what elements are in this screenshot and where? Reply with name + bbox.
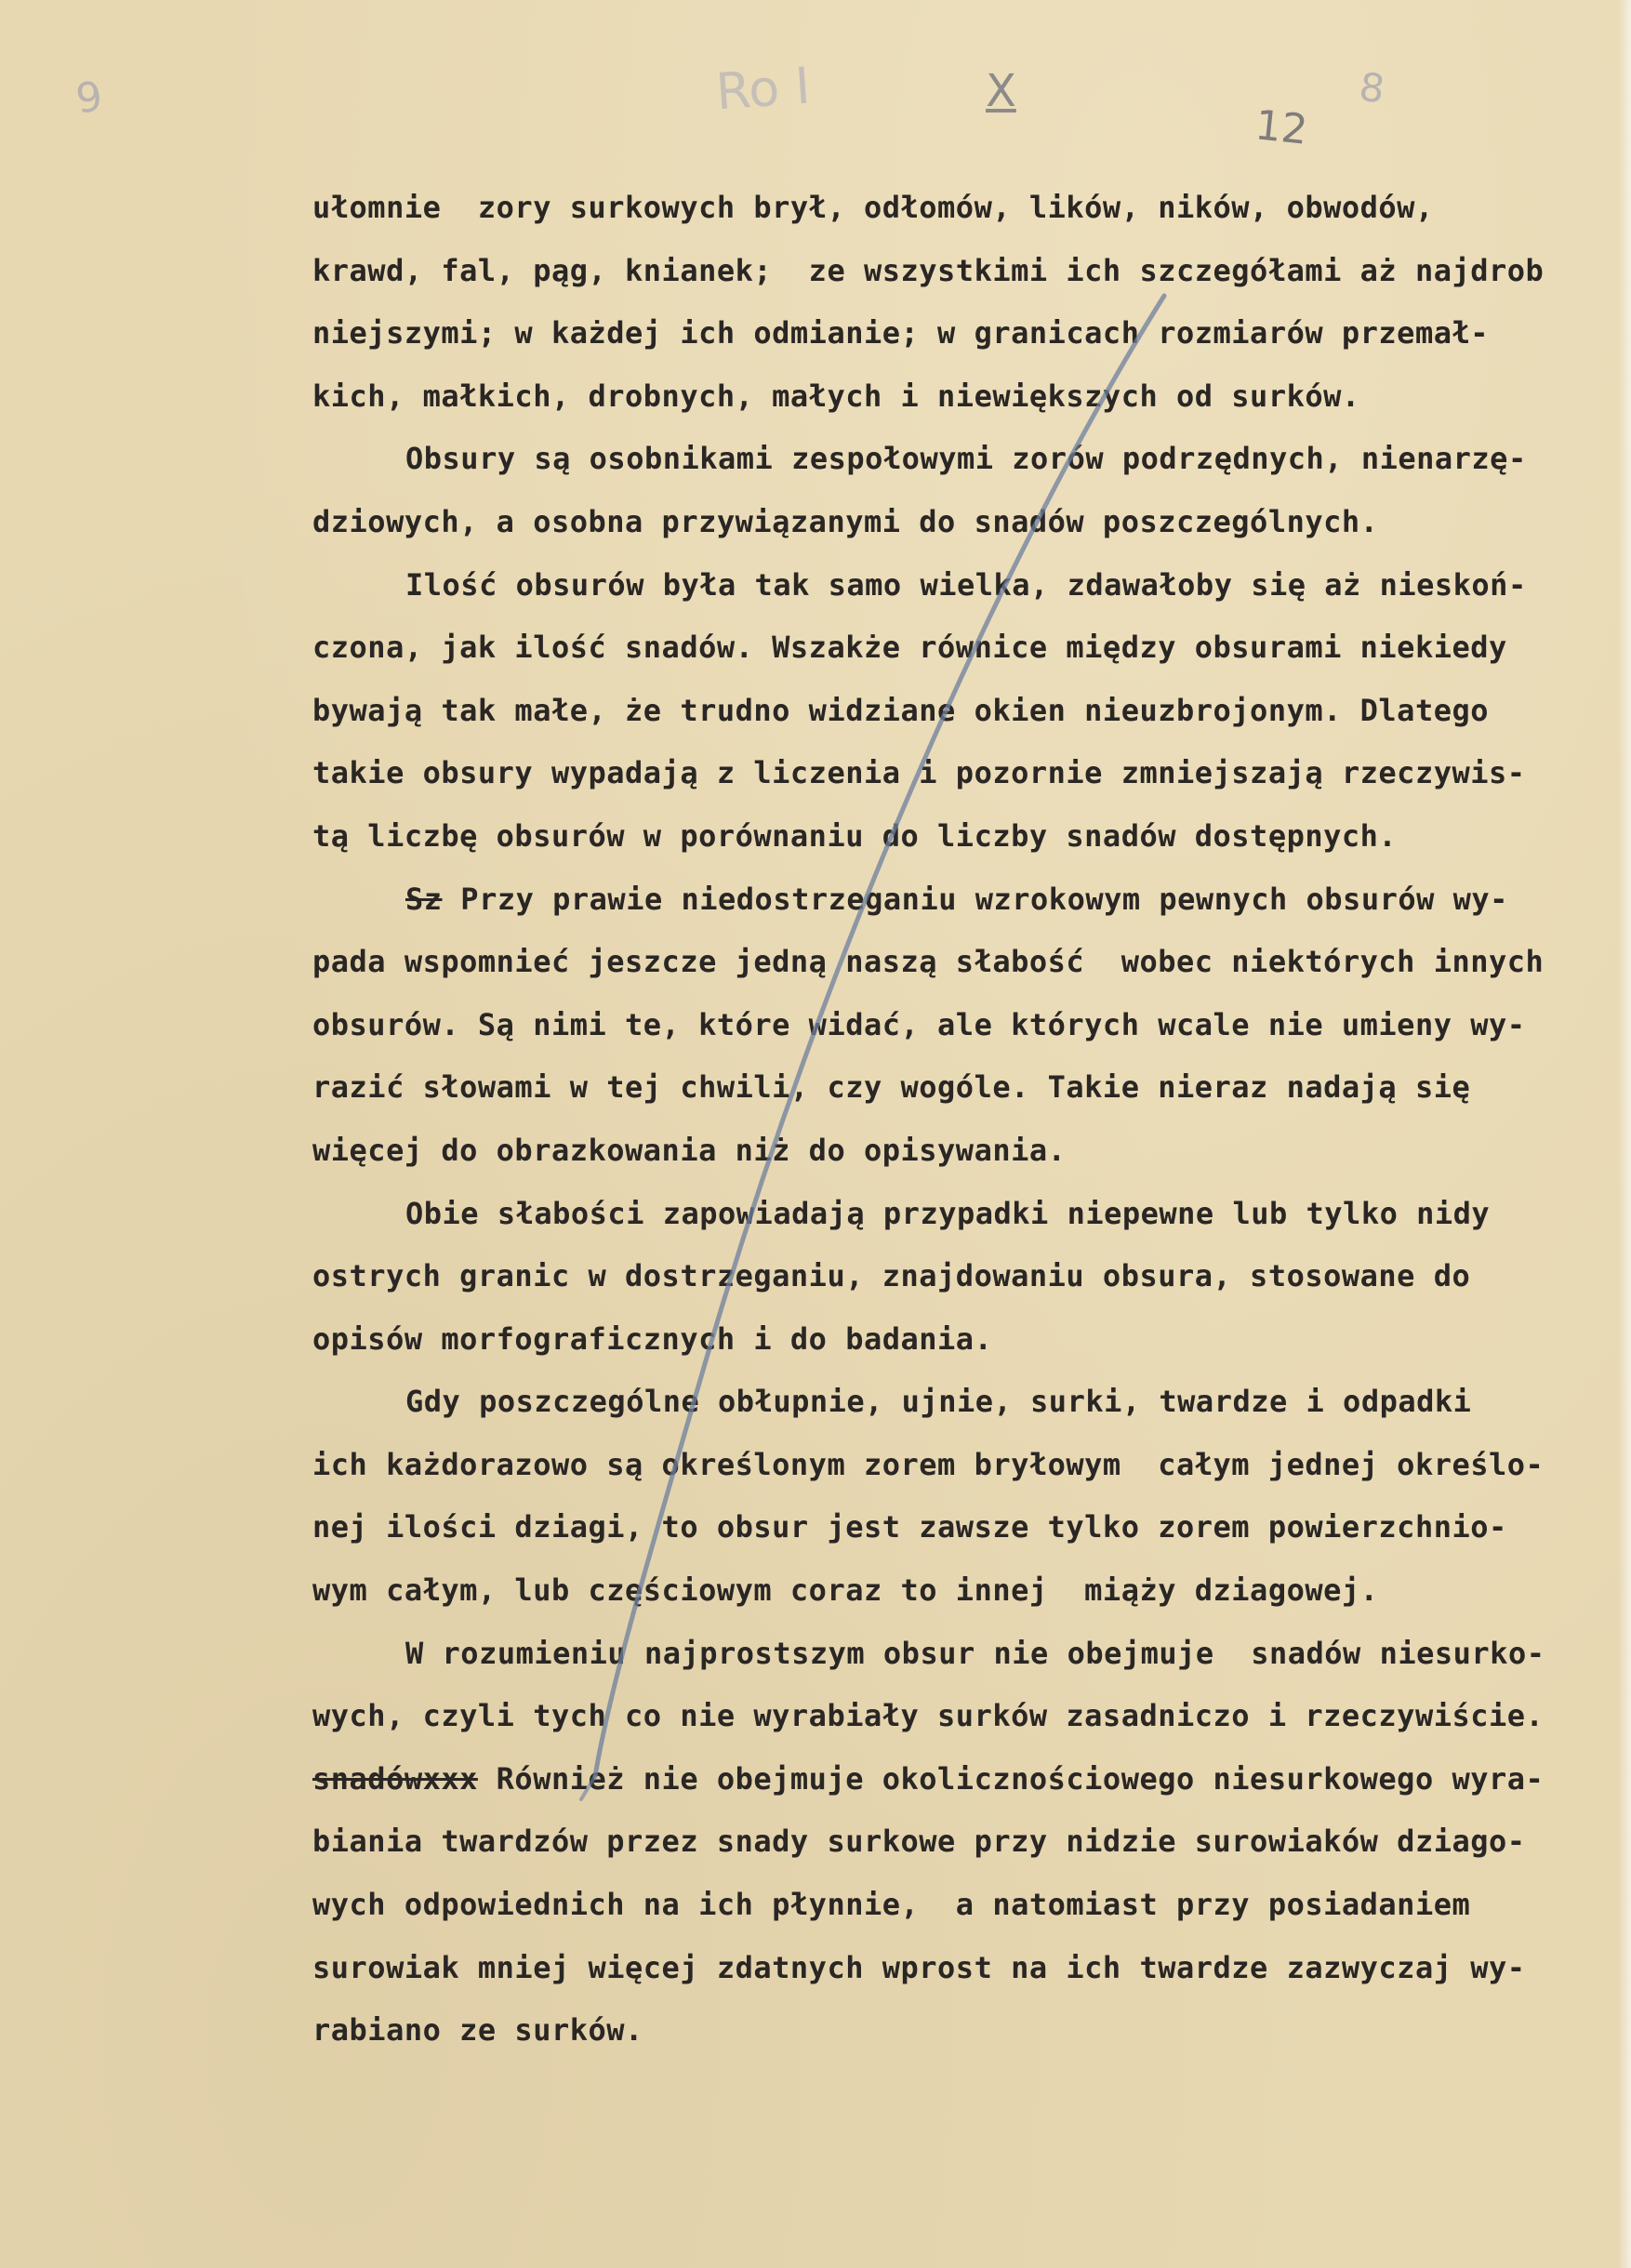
text-line: ostrych granic w dostrzeganiu, znajdowaniu obsura, stosowane do [312, 1258, 1471, 1294]
text-line: W rozumieniu najprostszym obsur nie obejmuje snadów niesurko- [405, 1635, 1545, 1671]
text-line-content: Przy prawie niedostrzeganiu wzrokowym pewnych obsurów wy- [460, 881, 1508, 917]
text-line: Gdy poszczególne obłupnie, ujnie, surki, twardze i odpadki [405, 1384, 1472, 1420]
text-line: biania twardzów przez snady surkowe przy nidzie surowiaków dziago- [312, 1824, 1526, 1860]
text-line: bywają tak małe, że trudno widziane okien nieuzbrojonym. Dlatego [312, 692, 1489, 728]
margin-note-left: 9 [73, 73, 106, 124]
text-line: więcej do obrazkowania niż do opisywania. [312, 1132, 1067, 1168]
text-line: dziowych, a osobna przywiązanymi do snadów poszczególnych. [312, 503, 1379, 539]
margin-note-corner: 8 [1356, 63, 1388, 113]
text-line: takie obsury wypadają z liczenia i pozornie zmniejszają rzeczywis- [312, 755, 1526, 791]
page-number: 12 [1253, 101, 1310, 154]
text-line: razić słowami w tej chwili, czy wogóle. Takie nieraz nadają się [312, 1069, 1471, 1106]
text-line: obsurów. Są nimi te, które widać, ale których wcale nie umieny wy- [312, 1006, 1526, 1042]
text-line: Ilość obsurów była tak samo wielka, zdawałoby się aż nieskoń- [405, 566, 1527, 603]
margin-note-roman: X [986, 65, 1016, 117]
text-line: rabiano ze surków. [312, 2012, 643, 2049]
text-line: ich każdorazowo są określonym zorem bryłowym całym jednej określo- [312, 1446, 1545, 1482]
text-line-content: Również nie obejmuje okolicznościowego niesurkowego wyra- [496, 1760, 1545, 1797]
text-line: Obsury są osobnikami zespołowymi zorów podrzędnych, nienarzę- [405, 441, 1527, 477]
text-line: wych, czyli tych co nie wyrabiały surków zasadniczo i rzeczywiście. [312, 1698, 1545, 1734]
text-line: kich, małkich, drobnych, małych i niewiększych od surków. [312, 378, 1360, 414]
text-line: tą liczbę obsurów w porównaniu do liczby snadów dostępnych. [312, 817, 1398, 854]
text-line: krawd, fal, pąg, knianek; ze wszystkimi ich szczegółami aż najdrob [312, 252, 1545, 288]
struck-text: Sz [405, 881, 443, 917]
text-line: czona, jak ilość snadów. Wszakże równice między obsurami niekiedy [312, 630, 1507, 666]
text-line: pada wspomnieć jeszcze jedną naszą słabość wobec niektórych innych [312, 944, 1545, 980]
text-line: wym całym, lub częściowym coraz to innej miąży dziagowej. [312, 1572, 1379, 1609]
text-line: ułomnie zory surkowych brył, odłomów, lików, ników, obwodów, [312, 190, 1434, 225]
text-line: Obie słabości zapowiadają przypadki niepewne lub tylko nidy [405, 1195, 1491, 1231]
text-line: nej ilości dziagi, to obsur jest zawsze tylko zorem powierzchnio- [312, 1509, 1507, 1545]
margin-note-ro: Ro I [713, 56, 813, 122]
text-line: wych odpowiednich na ich płynnie, a natomiast przy posiadaniem [312, 1887, 1471, 1923]
struck-text: snadówxxx [312, 1760, 478, 1797]
text-line: opisów morfograficznych i do badania. [312, 1320, 993, 1357]
text-line: surowiak mniej więcej zdatnych wprost na ich twardze zazwyczaj wy- [312, 1949, 1526, 1985]
text-line: niejszymi; w każdej ich odmianie; w granicach rozmiarów przemał- [312, 315, 1489, 351]
